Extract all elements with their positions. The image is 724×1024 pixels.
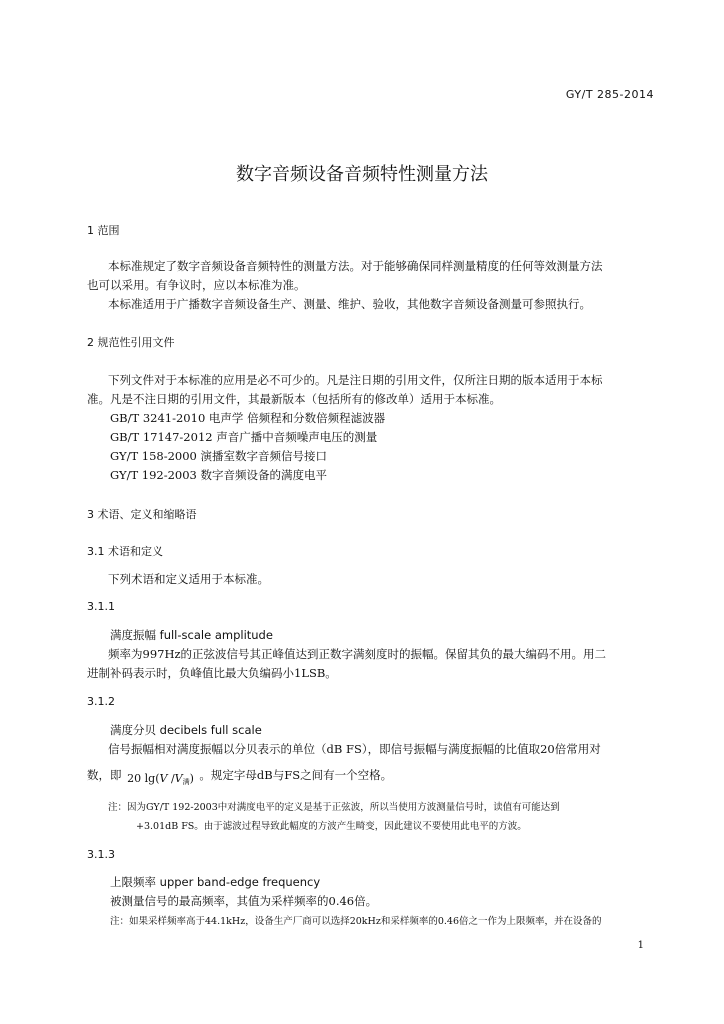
term-title: 满度分贝 decibels full scale	[110, 723, 262, 737]
formula-prefix: 20 lg(	[127, 772, 160, 785]
formula-v: V	[159, 772, 168, 785]
note-line-1: 注：如果采样频率高于44.1kHz，设备生产厂商可以选择20kHz和采样频率的0.46倍之一作为上限频率，并在设备的	[110, 916, 602, 927]
standard-code: GY/T 285-2014	[565, 88, 654, 101]
term-number: 3.1.3	[87, 848, 115, 861]
term-definition-line-1: 频率为997Hz的正弦波信号其正峰值达到正数字满刻度时的振幅。保留其负的最大编码不用。用二	[108, 647, 607, 661]
s31-intro: 下列术语和定义适用于本标准。	[108, 572, 269, 586]
formula-close: )	[189, 772, 194, 785]
section-2-heading: 2 规范性引用文件	[87, 336, 175, 349]
definition-text: 数，即	[87, 768, 122, 782]
reference-item: GY/T 192-2003 数字音频设备的满度电平	[110, 468, 328, 482]
definition-text: 。规定字母dB与FS之间有一个空格。	[199, 768, 393, 782]
term-definition-line-1: 信号振幅相对满度振幅以分贝表示的单位（dB FS），即信号振幅与满度振幅的比值取20倍常用对	[108, 742, 601, 756]
s2-paragraph-line-2: 准。凡是不注日期的引用文件，其最新版本（包括所有的修改单）适用于本标准。	[87, 392, 501, 406]
term-number: 3.1.2	[87, 695, 115, 708]
term-definition-line-2	[87, 767, 392, 784]
reference-item: GY/T 158-2000 演播室数字音频信号接口	[110, 449, 328, 463]
section-3-1-heading: 3.1 术语和定义	[87, 545, 163, 558]
reference-item: GB/T 3241-2010 电声学 倍频程和分数倍频程滤波器	[110, 411, 386, 425]
note-line-1: 注：因为GY/T 192-2003中对满度电平的定义是基于正弦波，所以当使用方波测量信号时，读值有可能达到	[108, 802, 560, 813]
dbfs-formula	[125, 772, 199, 785]
term-title: 满度振幅 full-scale amplitude	[110, 628, 273, 642]
s1-paragraph-2: 本标准适用于广播数字音频设备生产、测量、维护、验收，其他数字音频设备测量可参照执行。	[108, 297, 591, 311]
s1-paragraph-1-line-2: 也可以采用。有争议时，应以本标准为准。	[87, 278, 306, 292]
section-1-heading: 1 范围	[87, 224, 120, 237]
formula-v-full: V	[174, 772, 183, 785]
s2-paragraph-line-1: 下列文件对于本标准的应用是必不可少的。凡是注日期的引用文件，仅所注日期的版本适用于本标	[108, 373, 603, 387]
term-definition-line-1: 被测量信号的最高频率，其值为采样频率的0.46倍。	[110, 894, 378, 908]
reference-item: GB/T 17147-2012 声音广播中音频噪声电压的测量	[110, 430, 378, 444]
page-number: 1	[637, 940, 644, 951]
formula-subscript: 满	[182, 778, 190, 786]
term-title: 上限频率 upper band-edge frequency	[110, 875, 321, 889]
section-3-heading: 3 术语、定义和缩略语	[87, 508, 197, 521]
s1-paragraph-1-line-1: 本标准规定了数字音频设备音频特性的测量方法。对于能够确保同样测量精度的任何等效测量方法	[108, 259, 603, 273]
note-line-2: +3.01dB FS。由于滤波过程导致此幅度的方波产生畸变，因此建议不要使用此电平的方波。	[136, 821, 527, 832]
formula-slash: /	[167, 772, 175, 785]
term-number: 3.1.1	[87, 600, 115, 613]
page-title: 数字音频设备音频特性测量方法	[236, 164, 488, 185]
term-definition-line-2: 进制补码表示时，负峰值比最大负编码小1LSB。	[87, 666, 337, 680]
